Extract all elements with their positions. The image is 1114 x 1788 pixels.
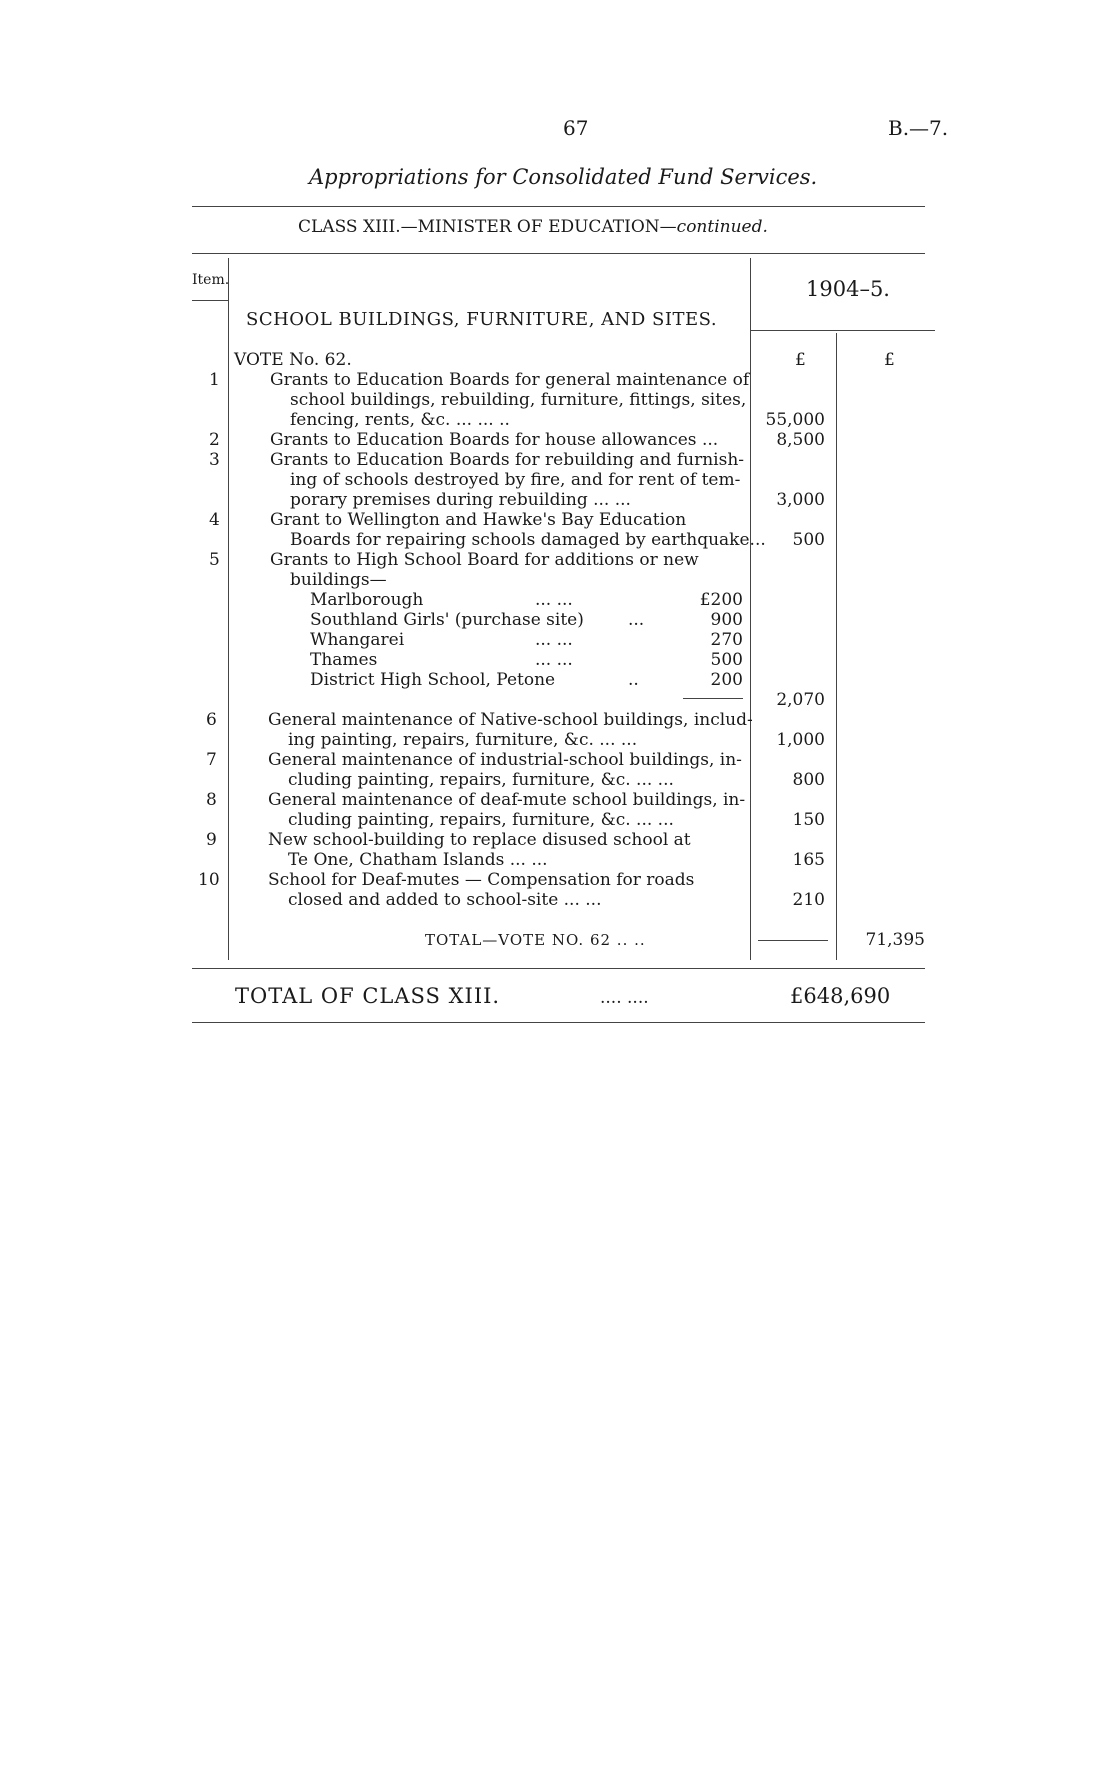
item-number: 9	[206, 830, 217, 850]
item-description	[270, 510, 766, 550]
item-description	[268, 870, 694, 910]
item-amount: 2,070	[776, 690, 825, 710]
item-description	[268, 750, 742, 790]
item-number: 2	[209, 430, 220, 450]
item-amount: 500	[792, 530, 825, 550]
item-description	[268, 830, 691, 870]
item-description-line: Grant to Wellington and Hawke's Bay Education	[270, 510, 687, 530]
sub-item-amount: £200	[699, 590, 743, 610]
sub-item-dots: ... ...	[535, 590, 573, 610]
item-number: 8	[206, 790, 217, 810]
item-description-line: Grants to High School Board for additions or new	[270, 550, 699, 570]
sub-item-dots: ... ...	[535, 650, 573, 670]
sub-item-amount: 500	[710, 650, 743, 670]
item-description-line: fencing, rents, &c. ... ... ..	[290, 410, 510, 430]
item-description-line: Grants to Education Boards for general maintenance of	[270, 370, 750, 390]
item-description	[270, 550, 699, 590]
item-description-line: Boards for repairing schools damaged by earthquake...	[290, 530, 766, 550]
item-amount: 150	[792, 810, 825, 830]
item-amount: 1,000	[776, 730, 825, 750]
sub-item-amount: 900	[710, 610, 743, 630]
item-description	[270, 370, 749, 430]
item-description-line: Grants to Education Boards for house allowances ...	[270, 430, 719, 450]
item-column-header: Item.	[192, 272, 230, 288]
item-description-line: ing painting, repairs, furniture, &c. ... ...	[288, 730, 638, 750]
sub-item-name: Southland Girls' (purchase site)	[310, 610, 584, 630]
sub-item-name: Marlborough	[310, 590, 424, 610]
item-amount: 165	[792, 850, 825, 870]
item-number: 3	[209, 450, 220, 470]
item-amount: 800	[792, 770, 825, 790]
class-heading	[298, 217, 768, 237]
item-description-line: closed and added to school-site ... ...	[288, 890, 602, 910]
sub-item-name: District High School, Petone	[310, 670, 556, 690]
item-amount: 55,000	[765, 410, 825, 430]
document-reference: B.—7.	[888, 116, 949, 140]
item-description-line: cluding painting, repairs, furniture, &c. ... ...	[288, 810, 674, 830]
sub-item-name: Thames	[310, 650, 378, 670]
sub-item-dots: ...	[628, 610, 645, 630]
item-description	[268, 710, 753, 750]
item-amount: 3,000	[776, 490, 825, 510]
class-total-dots: .... ....	[600, 988, 649, 1008]
class-total-amount: £648,690	[790, 984, 891, 1008]
item-description-line: General maintenance of Native-school buildings, includ-	[268, 710, 753, 730]
sub-item-amount: 200	[710, 670, 743, 690]
item-description-line: New school-building to replace disused school at	[268, 830, 691, 850]
sub-item-dots: ... ...	[535, 630, 573, 650]
item-description	[270, 430, 718, 450]
subtotal-rule	[683, 698, 743, 699]
item-description	[270, 450, 744, 510]
year-header: 1904–5.	[806, 277, 890, 301]
item-number: 4	[209, 510, 220, 530]
sub-item-name: Whangarei	[310, 630, 405, 650]
item-description	[268, 790, 745, 830]
sub-item-amount: 270	[710, 630, 743, 650]
item-number: 6	[206, 710, 217, 730]
item-number: 7	[206, 750, 217, 770]
vote-total-rule	[758, 940, 828, 941]
class-heading-main: CLASS XIII.—MINISTER OF EDUCATION—	[298, 217, 677, 237]
vote-total-amount: 71,395	[865, 930, 925, 950]
sub-item-dots: ..	[628, 670, 639, 690]
item-number: 1	[209, 370, 220, 390]
item-description-line: General maintenance of industrial-school buildings, in-	[268, 750, 742, 770]
currency-symbol-a: £	[795, 350, 806, 370]
class-total-label: TOTAL OF CLASS XIII.	[235, 984, 501, 1008]
item-number: 5	[209, 550, 220, 570]
item-description-line: School for Deaf-mutes — Compensation for roads	[268, 870, 695, 890]
vote-label: VOTE No. 62.	[234, 350, 352, 370]
item-description-line: school buildings, rebuilding, furniture, fittings, sites,	[290, 390, 747, 410]
item-description-line: porary premises during rebuilding ... ...	[290, 490, 631, 510]
item-amount: 8,500	[776, 430, 825, 450]
item-description-line: ing of schools destroyed by fire, and for rent of tem-	[290, 470, 741, 490]
currency-symbol-b: £	[884, 350, 895, 370]
page-number: 67	[563, 116, 589, 140]
section-title: SCHOOL BUILDINGS, FURNITURE, AND SITES.	[246, 309, 718, 330]
item-description-line: buildings—	[290, 570, 387, 590]
item-description-line: Te One, Chatham Islands ... ...	[288, 850, 548, 870]
item-number: 10	[198, 870, 220, 890]
item-description-line: cluding painting, repairs, furniture, &c. ... ...	[288, 770, 674, 790]
page-title: Appropriations for Consolidated Fund Services.	[309, 165, 818, 189]
class-heading-continued: continued.	[676, 217, 768, 237]
item-amount: 210	[792, 890, 825, 910]
vote-total-label: TOTAL—VOTE NO. 62 .. ..	[425, 931, 646, 949]
item-description-line: General maintenance of deaf-mute school buildings, in-	[268, 790, 746, 810]
item-description-line: Grants to Education Boards for rebuilding and furnish-	[270, 450, 745, 470]
